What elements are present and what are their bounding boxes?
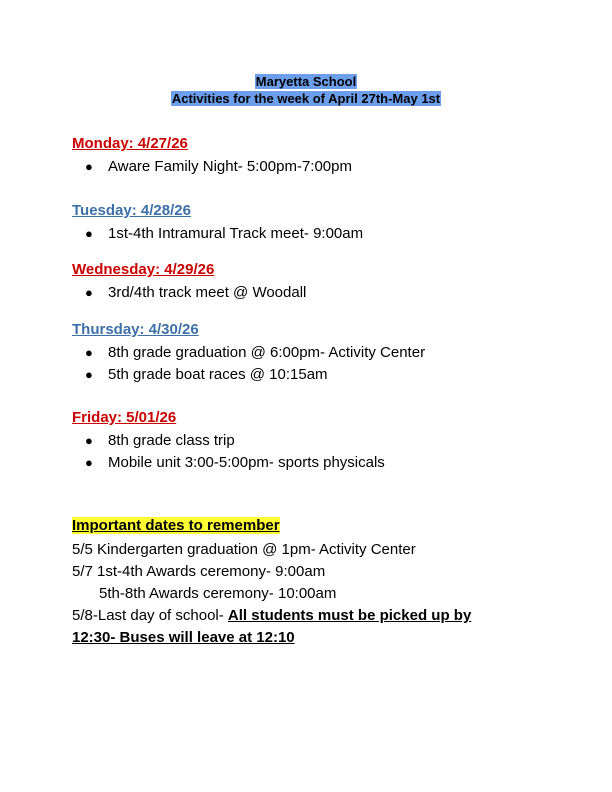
last-day-text: 5/8-Last day of school- (72, 607, 228, 624)
list-item: ● Aware Family Night- 5:00pm-7:00pm (72, 156, 352, 178)
thursday-list (72, 342, 425, 386)
document-header (0, 73, 612, 107)
wednesday-list (72, 282, 306, 304)
important-line-4 (72, 607, 471, 624)
list-item: ● Mobile unit 3:00-5:00pm- sports physicals (72, 452, 385, 474)
school-name: Maryetta School (255, 74, 357, 89)
list-item: ● 1st-4th Intramural Track meet- 9:00am (72, 223, 363, 245)
bus-notice: 12:30- Buses will leave at 12:10 (72, 629, 295, 646)
tuesday-list (72, 223, 363, 245)
day-heading-wednesday: Wednesday: 4/29/26 (72, 261, 215, 278)
list-item: ● 8th grade graduation @ 6:00pm- Activity Center (72, 342, 425, 364)
day-heading-tuesday: Tuesday: 4/28/26 (72, 202, 191, 219)
pickup-notice: All students must be picked up by (227, 607, 472, 624)
week-subtitle: Activities for the week of April 27th-May 1st (171, 91, 441, 106)
friday-list (72, 430, 385, 474)
important-line-3: 5th-8th Awards ceremony- 10:00am (99, 585, 337, 602)
list-item: ● 8th grade class trip (72, 430, 385, 452)
list-item: ● 5th grade boat races @ 10:15am (72, 364, 425, 386)
day-heading-friday: Friday: 5/01/26 (72, 409, 177, 426)
monday-list (72, 156, 352, 178)
day-heading-thursday: Thursday: 4/30/26 (72, 321, 199, 338)
list-item: ● 3rd/4th track meet @ Woodall (72, 282, 306, 304)
day-heading-monday: Monday: 4/27/26 (72, 135, 188, 152)
important-line-2: 5/7 1st-4th Awards ceremony- 9:00am (72, 563, 326, 580)
important-heading: Important dates to remember (72, 517, 280, 534)
important-line-1: 5/5 Kindergarten graduation @ 1pm- Activity Center (72, 541, 416, 558)
